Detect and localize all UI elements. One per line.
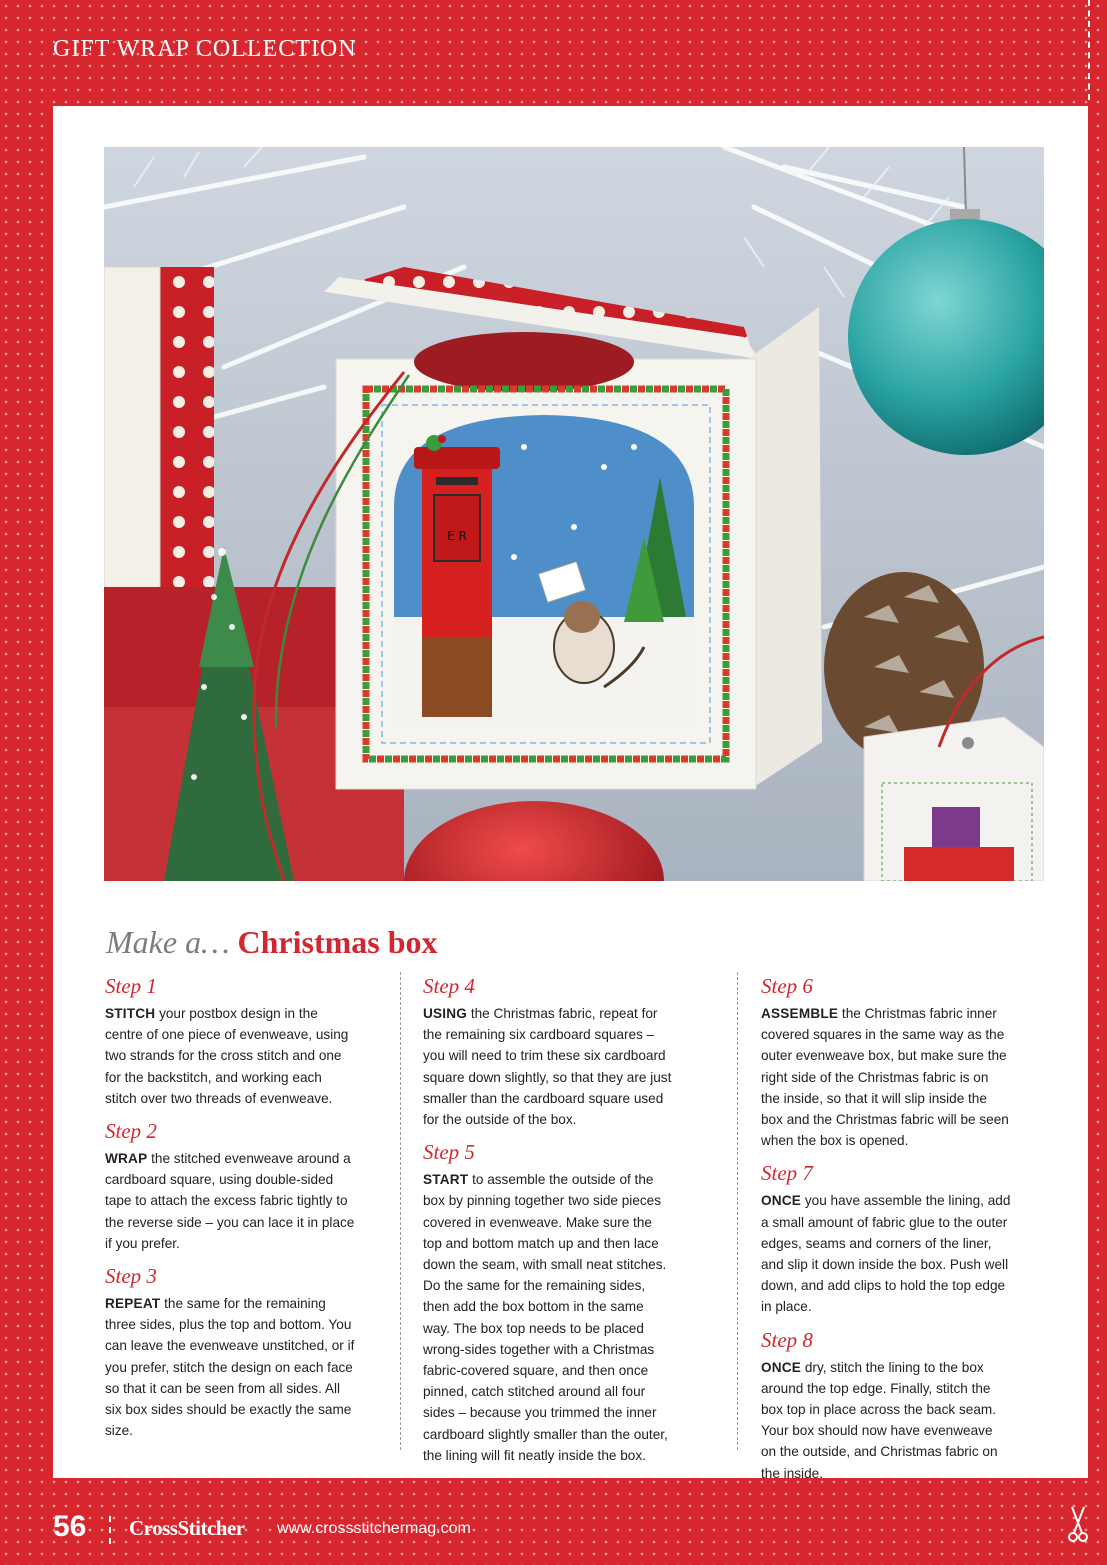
step-title: Step 4 (423, 974, 475, 998)
step-1 (105, 972, 355, 1109)
text-column-2 (423, 972, 673, 1474)
step-body (423, 1003, 673, 1130)
step-title: Step 2 (105, 1119, 157, 1144)
step-lead: WRAP (105, 1151, 148, 1167)
column-divider (400, 972, 401, 1450)
text-column-1 (105, 972, 355, 1449)
footer-separator (109, 1516, 111, 1544)
step-6 (761, 972, 1011, 1151)
step-body (761, 1357, 1011, 1484)
step-lead: ONCE (761, 1359, 802, 1375)
step-title: Step 1 (105, 974, 157, 998)
christmas-box-photo (104, 147, 1044, 881)
scissors-icon (1064, 1505, 1092, 1545)
step-body (423, 1169, 673, 1466)
headline-lead: Make a… (106, 924, 230, 960)
cut-line (1088, 0, 1090, 100)
step-text: your postbox design in the centre of one piece of evenweave, using two strands for the cross stitch and one for the backstitch, and working each stitch over two threads of evenweave. (105, 1006, 349, 1106)
step-body (761, 1003, 1011, 1151)
step-text: the same for the remaining three sides, plus the top and bottom. You can leave the evenweave unstitched, or if you prefer, stitch the design on each face so that it can be seen from all sides. All six box sides should be exactly the same size. (105, 1296, 355, 1439)
step-body (105, 1293, 355, 1441)
step-3 (105, 1262, 355, 1441)
step-5 (423, 1138, 673, 1466)
step-lead: ASSEMBLE (761, 1006, 839, 1021)
text-column-3 (761, 972, 1011, 1492)
step-title: Step 7 (761, 1161, 813, 1186)
step-body (761, 1190, 1011, 1317)
step-4 (423, 972, 673, 1130)
step-text: to assemble the outside of the box by pinning together two side pieces covered in evenweave. Make sure the top and bottom match up and then lace down the seam, with small neat stitches. Do the same for the remaining sides, then add the box bottom in the same way. The box top needs to be placed wrong-sides together with a Christmas fabric-covered square, and then once pinned, catch stitched around all four sides – because you trimmed the inner cardboard slightly smaller than the outer, the lining will fit neatly inside the box. (423, 1172, 668, 1463)
step-body (105, 1003, 355, 1109)
column-divider (737, 972, 738, 1450)
step-lead: START (423, 1172, 469, 1188)
page-number: 56 (53, 1510, 87, 1543)
step-lead: USING (423, 1006, 468, 1021)
step-text: you have assemble the lining, add a small amount of fabric glue to the outer edges, seams and corners of the liner, and slip it down inside the box. Push well down, and add clips to hold the top edge in place. (761, 1193, 1011, 1315)
step-lead: STITCH (105, 1006, 156, 1021)
section-title: GIFT WRAP COLLECTION (53, 36, 357, 62)
step-text: the stitched evenweave around a cardboard square, using double-sided tape to attach the excess fabric tightly to the reverse side – you can lace it in place if you prefer. (105, 1151, 355, 1251)
step-title: Step 3 (105, 1264, 157, 1289)
step-2 (105, 1117, 355, 1254)
postbox-monogram: E R (447, 529, 467, 543)
step-title: Step 6 (761, 974, 813, 998)
step-text: dry, stitch the lining to the box around the top edge. Finally, stitch the box top in place across the back seam. Your box should now have evenweave on the outside, and Christmas fabric on the inside. (761, 1359, 998, 1481)
website-url: www.crossstitchermag.com (277, 1520, 471, 1537)
step-title: Step 8 (761, 1327, 813, 1352)
article-headline (106, 924, 438, 961)
step-title: Step 5 (423, 1140, 475, 1165)
step-lead: REPEAT (105, 1296, 161, 1312)
step-text: the Christmas fabric inner covered squares in the same way as the outer evenweave box, but make sure the right side of the Christmas fabric is on the inside, so that it will slip inside the box and the Christmas fabric will be seen when the box is opened. (761, 1006, 1009, 1149)
step-7 (761, 1159, 1011, 1317)
step-8 (761, 1326, 1011, 1484)
magazine-logo: CrossStitcher (129, 1516, 245, 1540)
step-text: the Christmas fabric, repeat for the remaining six cardboard squares – you will need to trim these six cardboard square down slightly, so that they are just smaller than the cardboard square used for the outside of the box. (423, 1006, 672, 1128)
step-lead: ONCE (761, 1193, 802, 1209)
step-body (105, 1148, 355, 1254)
headline-accent: Christmas box (237, 924, 438, 960)
